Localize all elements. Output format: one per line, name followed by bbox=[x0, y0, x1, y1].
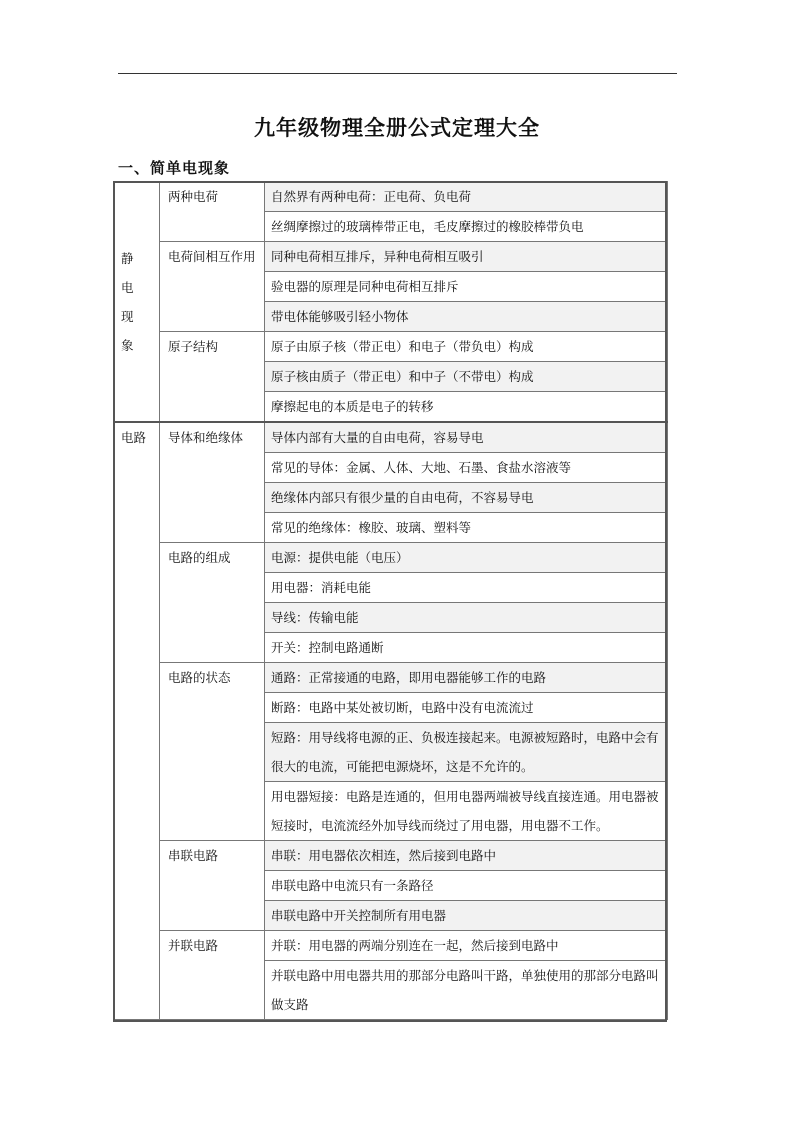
item-cell: 摩擦起电的本质是电子的转移 bbox=[265, 392, 668, 423]
item-cell: 绝缘体内部只有很少量的自由电荷，不容易导电 bbox=[265, 483, 668, 513]
item-cell: 带电体能够吸引轻小物体 bbox=[265, 302, 668, 332]
physics-summary-table bbox=[113, 181, 668, 1020]
table-row bbox=[114, 841, 668, 871]
item-cell: 原子核由质子（带正电）和中子（不带电）构成 bbox=[265, 362, 668, 392]
item-cell: 并联：用电器的两端分别连在一起，然后接到电路中 bbox=[265, 931, 668, 961]
item-cell: 开关：控制电路通断 bbox=[265, 633, 668, 663]
table-row bbox=[114, 422, 668, 453]
table-row bbox=[114, 931, 668, 961]
item-cell: 丝绸摩擦过的玻璃棒带正电，毛皮摩擦过的橡胶棒带负电 bbox=[265, 212, 668, 242]
item-cell: 电源：提供电能（电压） bbox=[265, 543, 668, 573]
topic-cell: 电荷间相互作用 bbox=[160, 242, 265, 332]
item-cell: 用电器：消耗电能 bbox=[265, 573, 668, 603]
category-cell-circuit: 电路 bbox=[114, 422, 160, 1020]
item-cell: 串联电路中电流只有一条路径 bbox=[265, 871, 668, 901]
item-cell: 验电器的原理是同种电荷相互排斥 bbox=[265, 272, 668, 302]
section-heading: 一、简单电现象 bbox=[118, 159, 231, 177]
item-cell: 自然界有两种电荷：正电荷、负电荷 bbox=[265, 182, 668, 212]
table-row bbox=[114, 182, 668, 212]
item-cell: 导线：传输电能 bbox=[265, 603, 668, 633]
item-cell: 通路：正常接通的电路，即用电器能够工作的电路 bbox=[265, 663, 668, 693]
item-cell: 短路：用导线将电源的正、负极连接起来。电源被短路时，电路中会有很大的电流，可能把电源烧坏，这是不允许的。 bbox=[265, 723, 668, 782]
topic-cell: 并联电路 bbox=[160, 931, 265, 1020]
topic-cell: 电路的状态 bbox=[160, 663, 265, 841]
item-cell: 常见的导体：金属、人体、大地、石墨、食盐水溶液等 bbox=[265, 453, 668, 483]
item-cell: 常见的绝缘体：橡胶、玻璃、塑料等 bbox=[265, 513, 668, 543]
category-label: 静电现象 bbox=[121, 250, 140, 353]
document-title: 九年级物理全册公式定理大全 bbox=[254, 116, 540, 140]
table-row bbox=[114, 242, 668, 272]
table-row bbox=[114, 332, 668, 362]
item-cell: 原子由原子核（带正电）和电子（带负电）构成 bbox=[265, 332, 668, 362]
item-cell: 同种电荷相互排斥，异种电荷相互吸引 bbox=[265, 242, 668, 272]
table-row bbox=[114, 543, 668, 573]
topic-cell: 两种电荷 bbox=[160, 182, 265, 242]
item-cell: 串联：用电器依次相连，然后接到电路中 bbox=[265, 841, 668, 871]
item-cell: 断路：电路中某处被切断，电路中没有电流流过 bbox=[265, 693, 668, 723]
table-row bbox=[114, 663, 668, 693]
item-cell: 用电器短接：电路是连通的，但用电器两端被导线直接连通。用电器被短接时，电流流经外加导线而绕过了用电器，用电器不工作。 bbox=[265, 782, 668, 841]
item-cell: 并联电路中用电器共用的那部分电路叫干路，单独使用的那部分电路叫做支路 bbox=[265, 961, 668, 1020]
header-rule bbox=[118, 73, 677, 74]
topic-cell: 导体和绝缘体 bbox=[160, 422, 265, 543]
topic-cell: 电路的组成 bbox=[160, 543, 265, 663]
item-cell: 串联电路中开关控制所有用电器 bbox=[265, 901, 668, 931]
category-cell-electrostatics bbox=[114, 182, 160, 423]
topic-cell: 原子结构 bbox=[160, 332, 265, 423]
topic-cell: 串联电路 bbox=[160, 841, 265, 931]
item-cell: 导体内部有大量的自由电荷，容易导电 bbox=[265, 422, 668, 453]
